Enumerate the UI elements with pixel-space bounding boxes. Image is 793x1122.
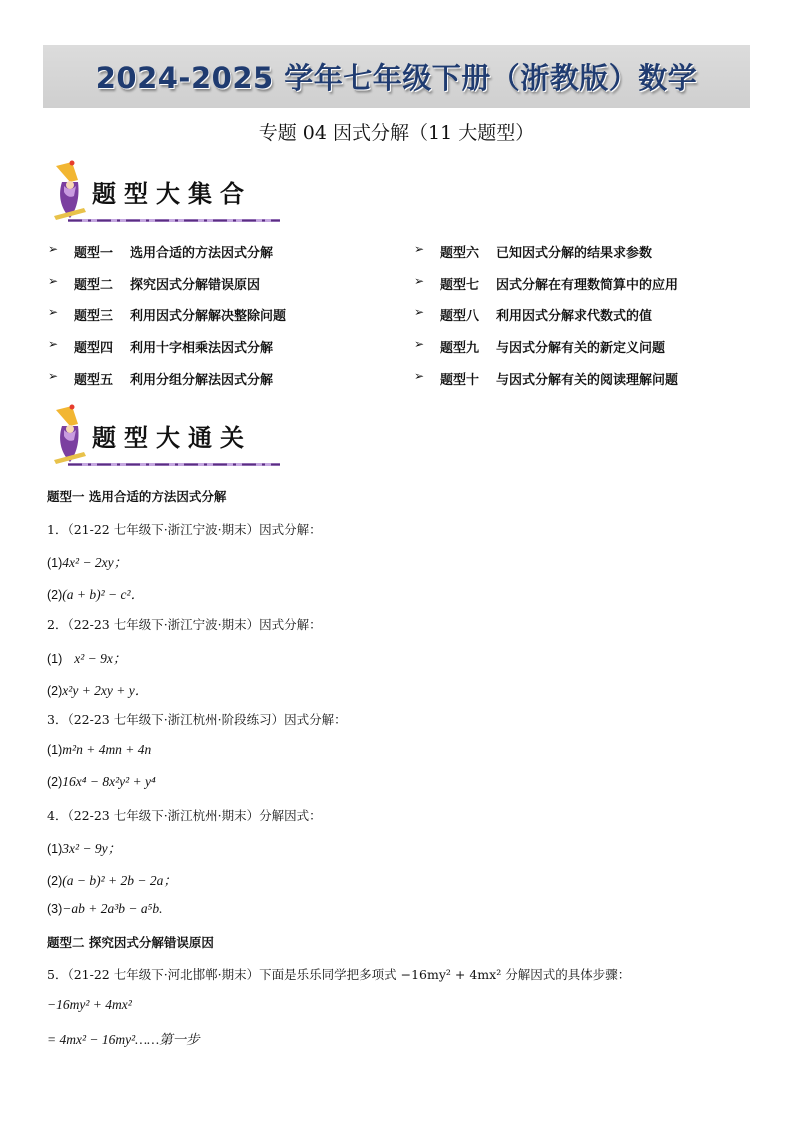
toc-item-number: 题型七 [440,277,480,293]
toc-item-number: 题型九 [440,341,480,357]
toc-item-number: 题型一 [74,246,114,261]
title-banner [43,45,750,108]
part-label: (3) [47,902,63,916]
toc-item[interactable] [414,305,678,337]
section-badge-practice [50,404,280,470]
math-expression: 3x² − 9y； [62,841,122,856]
section-badge-collection [50,160,280,226]
toc-item-label: 利用因式分解解决整除问题 [130,309,287,325]
toc-item-label: 利用分组分解法因式分解 [130,372,274,388]
toc-item-label: 利用因式分解求代数式的值 [496,309,653,325]
toc-item-label: 因式分解在有理数简算中的应用 [496,277,679,293]
arrow-bullet-icon: ➢ [48,305,59,320]
toc-item-number: 题型六 [440,246,480,261]
toc-item[interactable] [414,337,678,369]
toc-item[interactable] [414,274,678,306]
math-expression: x² − 9x； [74,651,127,666]
section-heading: 题型二 探究因式分解错误原因 [47,935,214,950]
arrow-bullet-icon: ➢ [48,273,59,288]
arrow-bullet-icon: ➢ [414,242,425,256]
question-part [47,774,156,790]
toc-item-label: 选用合适的方法因式分解 [130,246,274,261]
arrow-bullet-icon: ➢ [414,305,425,320]
math-expression: m²n + 4mn + 4n [62,742,152,757]
decorative-dashed-line [68,215,280,225]
arrow-bullet-icon: ➢ [414,368,425,383]
toc-item[interactable] [414,369,678,401]
toc-item[interactable] [48,242,286,274]
section-badge-label: 题型大通关 [92,423,252,452]
toc-item[interactable] [48,337,286,369]
toc-right-column [414,242,678,400]
toc-item-number: 题型二 [74,277,114,293]
toc-item-number: 题型四 [74,341,114,357]
question-part [47,647,126,667]
question-part [47,901,162,917]
part-label: (2) [47,874,63,888]
arrow-bullet-icon: ➢ [48,368,59,383]
math-expression: (a − b)² + 2b − 2a； [62,873,177,888]
question-part [47,742,151,758]
wizard-logo-icon [50,404,92,466]
section-heading: 题型一 选用合适的方法因式分解 [47,489,227,504]
toc-item[interactable] [414,242,678,274]
decorative-dashed-line [68,459,280,469]
part-label: (2) [47,775,63,789]
math-expression: 16x⁴ − 8x²y² + y⁴ [62,774,156,789]
question-stem: 3．（22-23 七年级下·浙江杭州·阶段练习）因式分解： [47,712,347,727]
arrow-bullet-icon: ➢ [48,242,59,256]
toc-item-number: 题型五 [74,372,114,388]
math-expression: (a + b)² − c²． [62,587,145,602]
question-stem: 1．（21-22 七年级下·浙江宁波·期末）因式分解： [47,522,322,537]
toc-item-label: 探究因式分解错误原因 [130,277,261,293]
toc-item-label: 已知因式分解的结果求参数 [496,246,653,261]
arrow-bullet-icon: ➢ [414,337,425,352]
part-label: (1) [47,652,63,666]
part-label: (2) [47,684,63,698]
math-expression: −ab + 2a³b − a⁵b. [62,901,163,916]
section-badge-label: 题型大集合 [92,179,252,208]
part-label: (1) [47,842,63,856]
toc-item[interactable] [48,369,286,401]
toc-left-column [48,242,286,400]
question-part [47,837,121,857]
question-stem: 2．（22-23 七年级下·浙江宁波·期末）因式分解： [47,617,322,632]
question-stem: 5．（21-22 七年级下·河北邯郸·期末）下面是乐乐同学把多项式 −16my² + 4mx² 分解因式的具体步骤： [47,967,631,982]
part-label: (1) [47,556,63,570]
document-subtitle: 专题 04 因式分解（11 大题型） [258,122,535,144]
question-part [47,583,144,603]
toc-item[interactable] [48,274,286,306]
toc-item-label: 与因式分解有关的阅读理解问题 [496,372,679,388]
toc-item-label: 与因式分解有关的新定义问题 [496,341,666,357]
toc-item-number: 题型三 [74,309,114,325]
arrow-bullet-icon: ➢ [48,337,59,352]
toc-item-label: 利用十字相乘法因式分解 [130,341,274,357]
math-expression: 4x² − 2xy； [62,555,128,570]
toc-item-number: 题型十 [440,372,480,388]
wizard-logo-icon [50,160,92,222]
part-label: (2) [47,588,63,602]
math-expression: x²y + 2xy + y． [62,683,149,698]
toc-item[interactable] [48,305,286,337]
document-title: 2024-2025 学年七年级下册（浙教版）数学 [95,61,698,95]
part-label: (1) [47,743,63,757]
math-expression: −16my² + 4mx² [47,997,132,1012]
question-part [47,869,177,889]
question-stem: 4．（22-23 七年级下·浙江杭州·期末）分解因式： [47,808,322,823]
question-part [47,679,148,699]
math-expression: = 4mx² − 16my²……第一步 [47,1032,200,1047]
question-part [47,551,127,571]
arrow-bullet-icon: ➢ [414,273,425,288]
toc-item-number: 题型八 [440,309,480,325]
